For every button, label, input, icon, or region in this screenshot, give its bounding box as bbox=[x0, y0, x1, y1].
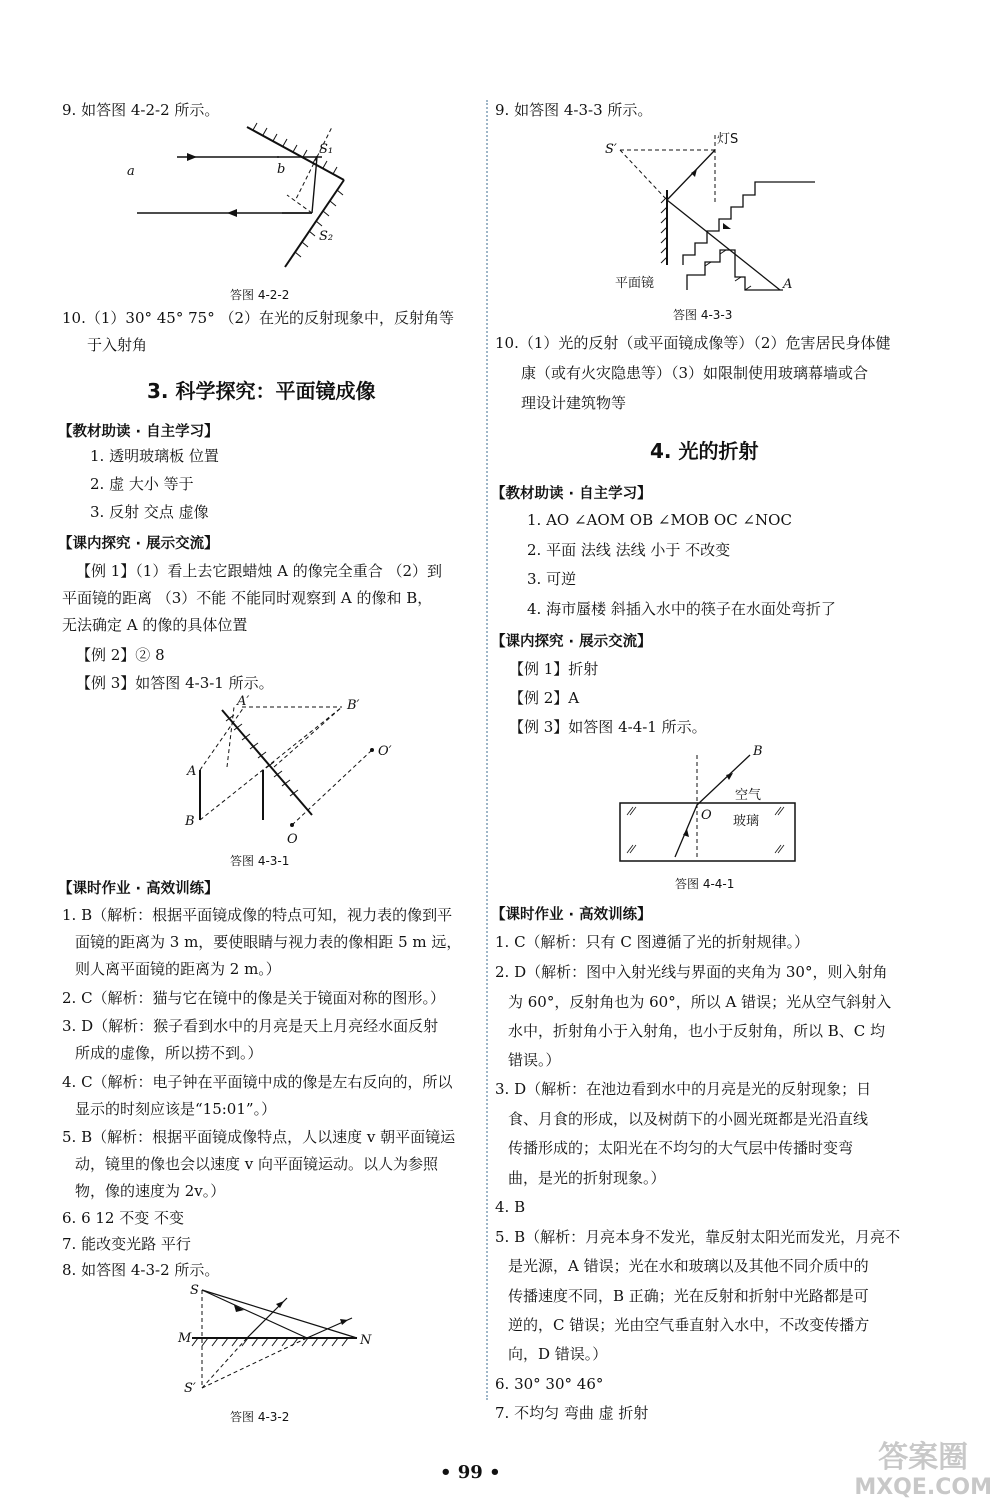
jc3-left: 3. 反射 交点 虚像 bbox=[90, 503, 209, 521]
jiaocai-header-left: 【教材助读 · 自主学习】 bbox=[58, 424, 219, 440]
watermark-line2: MXQE.COM bbox=[854, 1475, 992, 1500]
jc4-right: 4. 海市蜃楼 斜插入水中的筷子在水面处弯折了 bbox=[527, 600, 836, 618]
watermark-line1: 答案圈 bbox=[878, 1440, 969, 1475]
a5-right-line5: 向，D 错误。） bbox=[508, 1345, 608, 1363]
a3-right-line1: 3. D（解析：在池边看到水中的月亮是光的反射现象；日 bbox=[495, 1080, 872, 1098]
fig422-label-b: b bbox=[277, 162, 286, 177]
keshi-header-right: 【课时作业 · 高效训练】 bbox=[491, 907, 652, 923]
a1-line2: 面镜的距离为 3 m，要使眼睛与视力表的像相距 5 m 远， bbox=[75, 933, 462, 951]
a3-right-line2: 食、月食的形成，以及树荫下的小圆光斑都是光沿直线 bbox=[508, 1110, 869, 1128]
ex1-line2: 平面镜的距离 （3）不能 不能同时观察到 A 的像和 B， bbox=[62, 589, 433, 607]
a4-line2: 显示的时刻应该是“15:01”。） bbox=[75, 1100, 277, 1118]
page-number: • 99 • bbox=[440, 1462, 501, 1483]
figure-4-2-2 bbox=[127, 125, 357, 275]
a1-right: 1. C（解析：只有 C 图遵循了光的折射规律。） bbox=[495, 933, 810, 951]
q10-line1: 10.（1）30° 45° 75° （2）在光的反射现象中，反射角等 bbox=[62, 309, 455, 327]
a2-right-line2: 为 60°，反射角也为 60°，所以 A 错误；光从空气斜射入 bbox=[508, 993, 892, 1011]
a5-right-line3: 传播速度不同，B 正确；光在反射和折射中光路都是可 bbox=[508, 1287, 869, 1305]
kenei-header-left: 【课内探究 · 展示交流】 bbox=[58, 536, 219, 552]
a7-left: 7. 能改变光路 平行 bbox=[62, 1235, 191, 1253]
figure-4-3-2 bbox=[172, 1280, 392, 1405]
ex3-left: 【例 3】如答图 4-3-1 所示。 bbox=[76, 674, 274, 692]
a5-right-line4: 逆的，C 错误；光由空气垂直射入水中，不改变传播方 bbox=[508, 1316, 870, 1334]
jc2-left: 2. 虚 大小 等于 bbox=[90, 475, 194, 493]
fig433-label-mirror: 平面镜 bbox=[615, 276, 655, 291]
q10-line2: 于入射角 bbox=[87, 336, 148, 354]
a7-right: 7. 不均匀 弯曲 虚 折射 bbox=[495, 1404, 649, 1422]
ex1-right: 【例 1】折射 bbox=[509, 660, 599, 678]
fig433-label-lamp: 灯S bbox=[717, 132, 739, 147]
jc1-right: 1. AO ∠AOM OB ∠MOB OC ∠NOC bbox=[527, 511, 792, 529]
watermark-logo bbox=[854, 1440, 992, 1503]
a4-line1: 4. C（解析：电子钟在平面镜中成的像是左右反向的，所以 bbox=[62, 1073, 453, 1091]
a5-line2: 动，镜里的像也会以速度 v 向平面镜运动。以人为参照 bbox=[75, 1155, 439, 1173]
fig432-caption: 答图 4-3-2 bbox=[230, 1410, 290, 1424]
fig441-label-b: B bbox=[753, 744, 763, 759]
fig431-label-b: B bbox=[185, 814, 195, 829]
fig422-caption: 答图 4-2-2 bbox=[230, 288, 290, 302]
figure-4-4-1 bbox=[605, 745, 805, 870]
a6-left: 6. 6 12 不变 不变 bbox=[62, 1209, 185, 1227]
fig432-label-s1: S′ bbox=[184, 1381, 196, 1396]
q10-right-line3: 理设计建筑物等 bbox=[521, 394, 627, 412]
jc2-right: 2. 平面 法线 法线 小于 不改变 bbox=[527, 541, 731, 559]
section3-title: 3. 科学探究：平面镜成像 bbox=[147, 379, 376, 403]
fig431-label-a: A bbox=[187, 764, 197, 779]
a8-left: 8. 如答图 4-3-2 所示。 bbox=[62, 1261, 220, 1279]
q10-right-line1: 10.（1）光的反射（或平面镜成像等）（2）危害居民身体健 bbox=[495, 334, 891, 352]
a3-right-line3: 传播形成的；太阳光在不均匀的大气层中传播时变弯 bbox=[508, 1139, 854, 1157]
fig433-label-a: A bbox=[783, 277, 793, 292]
fig433-caption: 答图 4-3-3 bbox=[673, 308, 733, 322]
q10-right-line2: 康（或有火灾隐患等）（3）如限制使用玻璃幕墙或合 bbox=[521, 364, 869, 382]
q9-right: 9. 如答图 4-3-3 所示。 bbox=[495, 101, 653, 119]
fig432-label-n: N bbox=[360, 1333, 372, 1348]
section4-title: 4. 光的折射 bbox=[650, 439, 759, 463]
jc3-right: 3. 可逆 bbox=[527, 570, 577, 588]
jiaocai-header-right: 【教材助读 · 自主学习】 bbox=[491, 486, 652, 502]
jc1-left: 1. 透明玻璃板 位置 bbox=[90, 447, 219, 465]
a3-line2: 所成的虚像，所以捞不到。） bbox=[75, 1044, 263, 1062]
a1-line3: 则人离平面镜的距离为 2 m。） bbox=[75, 960, 281, 978]
a2-right-line4: 错误。） bbox=[508, 1051, 561, 1069]
fig431-label-b1: B′ bbox=[347, 698, 360, 713]
a6-right: 6. 30° 30° 46° bbox=[495, 1375, 604, 1393]
ex3-right: 【例 3】如答图 4-4-1 所示。 bbox=[509, 718, 707, 736]
a5-right-line1: 5. B（解析：月亮本身不发光，靠反射太阳光而发光，月亮不 bbox=[495, 1228, 901, 1246]
fig441-label-air: 空气 bbox=[735, 788, 762, 803]
a5-right-line2: 是光源，A 错误；光在水和玻璃以及其他不同介质中的 bbox=[508, 1257, 869, 1275]
a2-left: 2. C（解析：猫与它在镜中的像是关于镜面对称的图形。） bbox=[62, 989, 446, 1007]
fig431-caption: 答图 4-3-1 bbox=[230, 854, 290, 868]
a5-line3: 物，像的速度为 2v。） bbox=[75, 1182, 226, 1200]
a5-line1: 5. B（解析：根据平面镜成像特点，人以速度 v 朝平面镜运 bbox=[62, 1128, 456, 1146]
fig422-label-a: a bbox=[127, 164, 135, 179]
fig433-label-s1: S′ bbox=[605, 142, 617, 157]
kenei-header-right: 【课内探究 · 展示交流】 bbox=[491, 634, 652, 650]
ex2-left: 【例 2】② 8 bbox=[76, 646, 165, 664]
ex2-right: 【例 2】A bbox=[509, 689, 580, 707]
fig431-label-o1: O′ bbox=[378, 744, 392, 759]
fig441-caption: 答图 4-4-1 bbox=[675, 877, 735, 891]
column-divider bbox=[486, 100, 488, 1400]
fig441-label-o: O bbox=[701, 808, 712, 823]
fig431-label-o: O bbox=[287, 832, 298, 847]
fig441-label-glass: 玻璃 bbox=[733, 814, 760, 829]
a3-line1: 3. D（解析：猴子看到水中的月亮是天上月亮经水面反射 bbox=[62, 1017, 439, 1035]
a2-right-line3: 水中，折射角小于入射角，也小于反射角，所以 B、C 均 bbox=[508, 1022, 886, 1040]
a3-right-line4: 曲，是光的折射现象。） bbox=[508, 1169, 666, 1187]
fig431-label-a1: A′ bbox=[237, 694, 250, 709]
keshi-header-left: 【课时作业 · 高效训练】 bbox=[58, 881, 219, 897]
figure-4-3-3 bbox=[605, 125, 835, 295]
fig422-label-s1: S₁ bbox=[319, 142, 334, 157]
a2-right-line1: 2. D（解析：图中入射光线与界面的夹角为 30°，则入射角 bbox=[495, 963, 888, 981]
fig432-label-m: M bbox=[178, 1331, 192, 1346]
ex1-line3: 无法确定 A 的像的具体位置 bbox=[62, 616, 248, 634]
a4-right: 4. B bbox=[495, 1198, 526, 1216]
a1-line1: 1. B（解析：根据平面镜成像的特点可知，视力表的像到平 bbox=[62, 906, 453, 924]
ex1-line1: 【例 1】（1）看上去它跟蜡烛 A 的像完全重合 （2）到 bbox=[76, 562, 443, 580]
fig422-label-s2: S₂ bbox=[319, 229, 334, 244]
figure-4-3-1 bbox=[185, 694, 392, 847]
q9-text: 9. 如答图 4-2-2 所示。 bbox=[62, 101, 220, 119]
fig432-label-s: S bbox=[190, 1283, 199, 1298]
